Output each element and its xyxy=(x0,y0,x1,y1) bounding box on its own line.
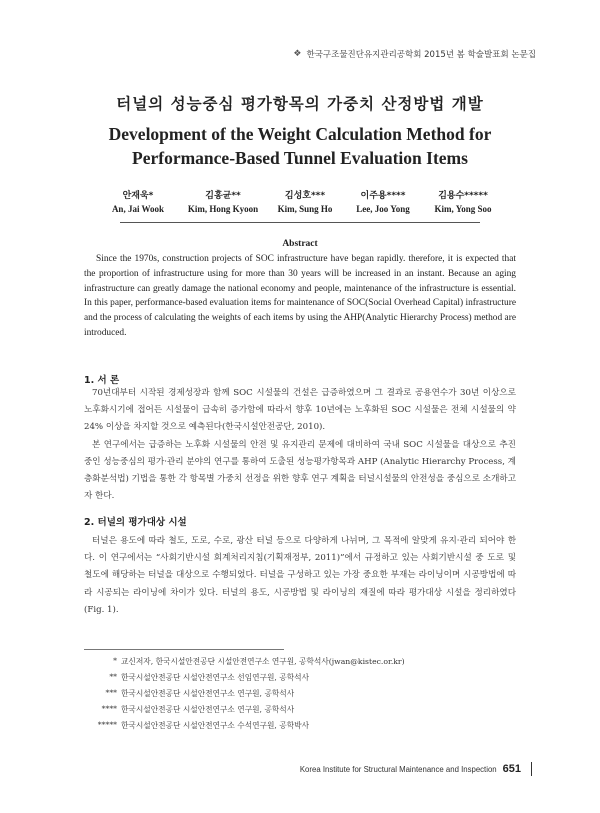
footnote-mark: * xyxy=(113,656,117,665)
author-name-korean: 김성호*** xyxy=(284,191,326,201)
book-icon: ❖ xyxy=(293,49,302,59)
footer-institute: Korea Institute for Structural Maintenance and Inspection xyxy=(299,764,497,774)
paragraph: 70년대부터 시작된 경제성장과 함께 SOC 시설물의 건설은 급증하였으며 그 결과로 공용연수가 30년 이상으로 노후화시기에 접어든 시설물이 급속히 증가함에 따라서 향후 10년에는 노후화된 SOC 시설물은 전체 시설물의 약 24% 이상을 차지할 것으로 예측된다(한국시설안전공단, 2010). xyxy=(84,388,516,433)
footnote-mark: ** xyxy=(109,672,117,681)
paragraph: 터널은 용도에 따라 철도, 도로, 수로, 광산 터널 등으로 다양하게 나뉘며, 그 목적에 알맞게 유지·관리 되어야 한다. 이 연구에서는 “사회기반시설 회계처리지침(기획재정부, 2011)”에서 규정하고 있는 사회기반시설 중 도로 및 철도에 해당하는 터널을 대상으로 수행되었다. 터널을 구성하고 있는 가장 중요한 부재는 라이닝이며 시공방법에 따라 시공되는 라이닝에 차이가 있다. 터널의 용도, 시공방법 및 라이닝의 재질에 따라 평가대상 시설을 정리하였다(Fig. 1). xyxy=(84,536,516,615)
footnote-mark: *** xyxy=(105,688,117,697)
footnote-text: 한국시설안전공단 시설안전연구소 선임연구원, 공학석사 xyxy=(121,673,310,682)
running-header xyxy=(293,48,536,60)
title-korean: 터널의 성능중심 평가항목의 가중치 산정방법 개발 xyxy=(116,95,484,113)
author-name-english: An, Jai Wook xyxy=(111,204,165,214)
footnote-text: 한국시설안전공단 시설안전연구소 연구원, 공학석사 xyxy=(121,705,295,714)
author-name-korean: 김홍균** xyxy=(205,191,241,201)
footnote-divider xyxy=(84,649,284,650)
page-number: 651 xyxy=(502,763,521,775)
running-header-text: 한국구조물진단유지관리공학회 2015년 봄 학술발표회 논문집 xyxy=(306,50,536,60)
footnote-text: 한국시설안전공단 시설안전연구소 연구원, 공학석사 xyxy=(121,689,295,698)
title-divider xyxy=(120,222,480,223)
author-name-english: Kim, Yong Soo xyxy=(434,204,492,214)
abstract-heading: Abstract xyxy=(282,239,318,249)
footnote xyxy=(84,688,294,699)
footnote xyxy=(84,656,405,667)
section-heading-introduction: 1. 서 론 xyxy=(84,375,120,386)
footnote-mark: **** xyxy=(101,704,117,713)
author-name-english: Kim, Sung Ho xyxy=(277,204,333,214)
page-footer xyxy=(300,762,532,776)
footnote-mark: ***** xyxy=(97,720,117,729)
abstract-text: Since the 1970s, construction projects of SOC infrastructure have began rapidly. therefore, it is expected that the proportion of infrastructure using for more than 30 years will be increased in an instant. Because an aging infrastructure can greatly damage the national economy and people, maintenance of the infrastructure is essential. In this paper, performance-based evaluation items for maintenance of SOC(Social Overhead Capital) infrastructure and the process of calculating the weights of each items by using the AHP(Analytic Hierarchy Process) method are introduced. xyxy=(84,254,516,338)
section-heading-evaluation-targets: 2. 터널의 평가대상 시설 xyxy=(84,517,187,528)
footnote xyxy=(84,704,294,715)
author xyxy=(408,188,518,214)
author-name-english: Lee, Joo Yong xyxy=(356,204,410,214)
abstract-body xyxy=(84,252,516,341)
footnote xyxy=(84,672,309,683)
footnote-text: 한국시설안전공단 시설안전연구소 수석연구원, 공학박사 xyxy=(121,721,310,730)
title-english-line2: Performance-Based Tunnel Evaluation Items xyxy=(132,148,468,168)
footer-divider xyxy=(531,762,532,776)
author-name-korean: 김용수***** xyxy=(438,191,488,201)
section-body-introduction xyxy=(84,385,516,505)
footnote xyxy=(84,720,309,731)
title-english-line1: Development of the Weight Calculation Method for xyxy=(108,124,492,144)
footnote-text: 교신저자, 한국시설안전공단 시설안전연구소 연구원, 공학석사(jwan@kistec.or.kr) xyxy=(121,657,405,666)
paragraph: 본 연구에서는 급증하는 노후화 시설물의 안전 및 유지관리 문제에 대비하여 국내 SOC 시설물을 대상으로 추진 중인 성능중심의 평가·관리 분야의 연구를 통하여 도출된 성능평가항목과 AHP (Analytic Hierarchy Process, 계층화분석법) 기법을 통한 각 항목별 가중치 선정을 위한 향후 연구 계획을 터널시설물의 안전성을 중심으로 소개하고자 한다. xyxy=(84,439,516,502)
section-body-evaluation-targets xyxy=(84,533,516,619)
author-name-korean: 안재욱* xyxy=(122,191,154,201)
author-name-english: Kim, Hong Kyoon xyxy=(187,204,259,214)
author-name-korean: 이주용**** xyxy=(360,191,406,201)
